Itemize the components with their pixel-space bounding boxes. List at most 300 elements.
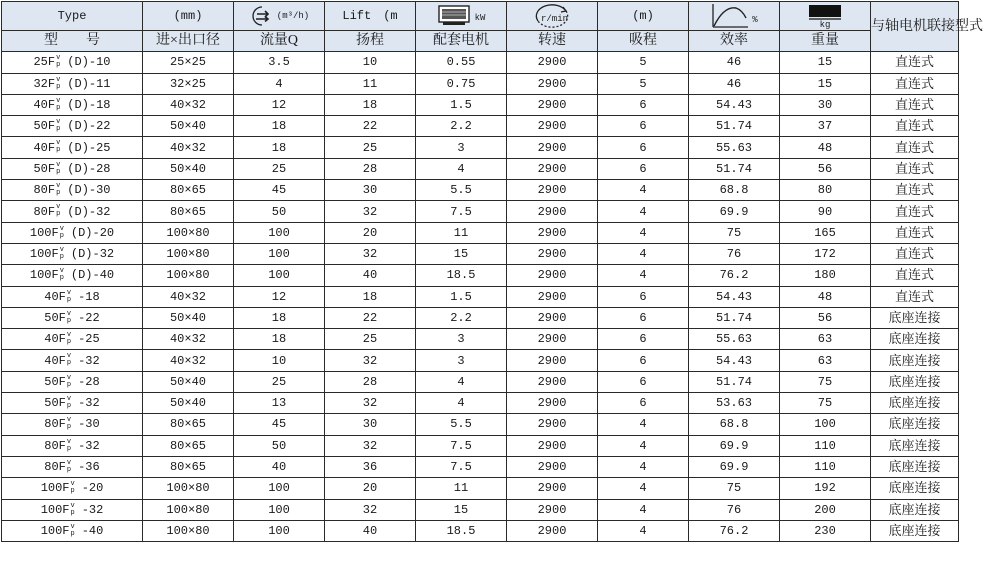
lift-cell: 18: [325, 94, 416, 115]
model-prefix: 100F: [40, 523, 70, 538]
table-row: [2, 478, 959, 499]
vp-suffix-mark: v p: [70, 522, 75, 538]
model-cell: [2, 499, 143, 520]
table-row: [2, 286, 959, 307]
speed-cell: 2900: [507, 201, 598, 222]
table-row: [2, 393, 959, 414]
model-suffix: (D)-40: [70, 268, 115, 283]
vp-suffix-mark: v p: [66, 309, 72, 325]
suction-cell: 4: [598, 435, 689, 456]
motor-cell: 7.5: [416, 456, 507, 477]
table-row: [2, 371, 959, 392]
size-cell: 100×80: [143, 243, 234, 264]
motor-unit: kW: [474, 13, 486, 23]
connection-cell: 直连式: [871, 180, 959, 201]
eff-cell: 76: [689, 499, 780, 520]
model-cell: [2, 222, 143, 243]
table-row: [2, 158, 959, 179]
lift-cell: 30: [325, 180, 416, 201]
header-flow-unit: [234, 2, 325, 31]
model-suffix: (D)-28: [67, 161, 111, 176]
model-prefix: 50F: [44, 396, 66, 411]
suction-cell: 5: [598, 52, 689, 73]
model-suffix: -36: [78, 460, 100, 475]
vp-suffix-mark: v p: [70, 480, 75, 496]
suction-cell: 5: [598, 73, 689, 94]
model-cell: [2, 329, 143, 350]
model-cell: [2, 94, 143, 115]
header-row-top: [2, 2, 959, 31]
eff-cell: 51.74: [689, 371, 780, 392]
lift-cell: 10: [325, 52, 416, 73]
model-prefix: 50F: [33, 119, 56, 134]
motor-cell: 7.5: [416, 201, 507, 222]
eff-cell: 51.74: [689, 116, 780, 137]
vp-suffix-mark: v p: [59, 245, 64, 261]
model-suffix: (D)-25: [67, 140, 111, 155]
model-cell: [2, 350, 143, 371]
eff-cell: 75: [689, 222, 780, 243]
eff-cell: 76.2: [689, 520, 780, 541]
eff-cell: 54.43: [689, 94, 780, 115]
suction-cell: 4: [598, 265, 689, 286]
weight-cell: 75: [780, 393, 871, 414]
lift-cell: 32: [325, 499, 416, 520]
table-row: [2, 435, 959, 456]
table-row: [2, 456, 959, 477]
flow-cell: 40: [234, 456, 325, 477]
weight-cell: 37: [780, 116, 871, 137]
vp-suffix-mark: v p: [66, 373, 72, 389]
connection-cell: 底座连接: [871, 350, 959, 371]
model-suffix: -30: [78, 417, 100, 432]
model-prefix: 25F: [33, 55, 56, 70]
eff-cell: 76: [689, 243, 780, 264]
flow-cell: 50: [234, 435, 325, 456]
suction-cell: 4: [598, 201, 689, 222]
model-suffix: (D)-30: [67, 183, 111, 198]
model-cell: [2, 243, 143, 264]
table-row: [2, 222, 959, 243]
lift-cell: 32: [325, 201, 416, 222]
suction-cell: 6: [598, 393, 689, 414]
model-prefix: 80F: [44, 438, 66, 453]
weight-icon: [808, 3, 842, 21]
flow-cell: 12: [234, 94, 325, 115]
speed-cell: 2900: [507, 116, 598, 137]
eff-cell: 46: [689, 73, 780, 94]
model-prefix: 50F: [44, 311, 66, 325]
connection-cell: 直连式: [871, 286, 959, 307]
flow-cell: 25: [234, 158, 325, 179]
vp-suffix-mark: v p: [66, 458, 72, 474]
speed-cell: 2900: [507, 243, 598, 264]
motor-cell: 3: [416, 329, 507, 350]
size-cell: 40×32: [143, 329, 234, 350]
model-prefix: 40F: [44, 332, 66, 347]
speed-cell: 2900: [507, 137, 598, 158]
motor-cell: 1.5: [416, 286, 507, 307]
header-model: 型 号: [2, 31, 143, 52]
flow-cell: 10: [234, 350, 325, 371]
flow-cell: 18: [234, 329, 325, 350]
flow-cell: 100: [234, 243, 325, 264]
suction-cell: 6: [598, 158, 689, 179]
model-prefix: 40F: [44, 353, 66, 368]
weight-cell: 30: [780, 94, 871, 115]
model-cell: [2, 307, 143, 328]
model-prefix: 40F: [44, 289, 66, 304]
flow-cell: 12: [234, 286, 325, 307]
motor-cell: 18.5: [416, 520, 507, 541]
vp-suffix-mark: v p: [56, 182, 61, 198]
eff-cell: 54.43: [689, 286, 780, 307]
weight-cell: 90: [780, 201, 871, 222]
motor-cell: 4: [416, 371, 507, 392]
model-prefix: 40F: [33, 140, 56, 155]
connection-cell: 直连式: [871, 158, 959, 179]
suction-cell: 4: [598, 180, 689, 201]
table-row: [2, 329, 959, 350]
motor-cell: 2.2: [416, 116, 507, 137]
header-suction-unit: (m): [598, 2, 689, 31]
model-cell: [2, 52, 143, 73]
lift-cell: 32: [325, 243, 416, 264]
flow-rate-icon: [249, 5, 275, 27]
lift-cell: 32: [325, 350, 416, 371]
table-row: [2, 265, 959, 286]
suction-cell: 6: [598, 329, 689, 350]
vp-suffix-mark: v p: [56, 118, 61, 134]
speed-cell: 2900: [507, 456, 598, 477]
vp-suffix-mark: v p: [70, 501, 75, 517]
eff-cell: 46: [689, 52, 780, 73]
motor-cell: 2.2: [416, 307, 507, 328]
speed-cell: 2900: [507, 158, 598, 179]
suction-cell: 4: [598, 222, 689, 243]
suction-cell: 6: [598, 286, 689, 307]
flow-cell: 18: [234, 137, 325, 158]
model-suffix: -22: [78, 311, 100, 325]
vp-suffix-mark: v p: [56, 54, 61, 70]
header-efficiency-unit: [689, 2, 780, 31]
flow-cell: 45: [234, 180, 325, 201]
size-cell: 32×25: [143, 73, 234, 94]
model-suffix: (D)-32: [70, 247, 115, 262]
model-cell: [2, 435, 143, 456]
model-suffix: (D)-18: [67, 98, 111, 113]
header-speed: 转速: [507, 31, 598, 52]
connection-cell: 底座连接: [871, 456, 959, 477]
weight-cell: 192: [780, 478, 871, 499]
flow-cell: 45: [234, 414, 325, 435]
eff-cell: 68.8: [689, 180, 780, 201]
table-row: [2, 414, 959, 435]
suction-cell: 4: [598, 478, 689, 499]
model-prefix: 100F: [40, 502, 70, 517]
model-prefix: 80F: [44, 460, 66, 475]
model-prefix: 100F: [29, 247, 59, 262]
size-cell: 100×80: [143, 478, 234, 499]
speed-cell: 2900: [507, 435, 598, 456]
header-row-bottom: [2, 31, 959, 52]
model-prefix: 100F: [29, 268, 59, 283]
connection-cell: 直连式: [871, 52, 959, 73]
size-cell: 80×65: [143, 456, 234, 477]
weight-cell: 48: [780, 286, 871, 307]
pump-spec-table: [1, 1, 983, 542]
vp-suffix-mark: v p: [56, 96, 61, 112]
model-cell: [2, 456, 143, 477]
model-cell: [2, 478, 143, 499]
weight-cell: 56: [780, 158, 871, 179]
flow-cell: 18: [234, 116, 325, 137]
vp-suffix-mark: v p: [56, 139, 61, 155]
connection-cell: 底座连接: [871, 307, 959, 328]
motor-cell: 3: [416, 137, 507, 158]
size-cell: 50×40: [143, 393, 234, 414]
flow-cell: 3.5: [234, 52, 325, 73]
lift-cell: 22: [325, 307, 416, 328]
suction-cell: 4: [598, 520, 689, 541]
eff-cell: 69.9: [689, 201, 780, 222]
weight-cell: 63: [780, 329, 871, 350]
header-size-unit: (mm): [143, 2, 234, 31]
model-prefix: 50F: [33, 161, 56, 176]
header-type: Type: [2, 2, 143, 31]
size-cell: 40×32: [143, 350, 234, 371]
connection-cell: 直连式: [871, 94, 959, 115]
table-row: [2, 350, 959, 371]
motor-cell: 15: [416, 499, 507, 520]
model-prefix: 100F: [29, 225, 59, 240]
header-suction: 吸程: [598, 31, 689, 52]
lift-cell: 32: [325, 393, 416, 414]
connection-cell: 底座连接: [871, 478, 959, 499]
flow-cell: 100: [234, 265, 325, 286]
vp-suffix-mark: v p: [56, 203, 61, 219]
flow-cell: 50: [234, 201, 325, 222]
speed-cell: 2900: [507, 180, 598, 201]
suction-cell: 6: [598, 307, 689, 328]
speed-cell: 2900: [507, 307, 598, 328]
motor-cell: 0.55: [416, 52, 507, 73]
lift-cell: 40: [325, 265, 416, 286]
size-cell: 80×65: [143, 435, 234, 456]
weight-cell: 172: [780, 243, 871, 264]
header-flow: 流量Q: [234, 31, 325, 52]
table-row: [2, 180, 959, 201]
weight-unit: kg: [819, 19, 831, 30]
weight-cell: 80: [780, 180, 871, 201]
model-suffix: (D)-20: [70, 225, 115, 240]
motor-cell: 11: [416, 222, 507, 243]
lift-cell: 20: [325, 478, 416, 499]
size-cell: 100×80: [143, 222, 234, 243]
header-head: 扬程: [325, 31, 416, 52]
table-body: [2, 52, 959, 542]
table-row: [2, 73, 959, 94]
model-prefix: 80F: [33, 204, 56, 219]
model-suffix: -32: [81, 502, 104, 517]
model-suffix: -20: [81, 481, 104, 496]
eff-cell: 55.63: [689, 137, 780, 158]
speed-cell: 2900: [507, 329, 598, 350]
model-suffix: (D)-10: [67, 55, 111, 70]
lift-cell: 32: [325, 435, 416, 456]
speed-cell: 2900: [507, 371, 598, 392]
model-cell: [2, 393, 143, 414]
model-cell: [2, 286, 143, 307]
size-cell: 80×65: [143, 414, 234, 435]
speed-cell: 2900: [507, 350, 598, 371]
size-cell: 25×25: [143, 52, 234, 73]
size-cell: 50×40: [143, 371, 234, 392]
connection-cell: 底座连接: [871, 520, 959, 541]
motor-cell: 4: [416, 393, 507, 414]
motor-cell: 3: [416, 350, 507, 371]
size-cell: 100×80: [143, 265, 234, 286]
flow-cell: 18: [234, 307, 325, 328]
eff-cell: 68.8: [689, 414, 780, 435]
motor-cell: 7.5: [416, 435, 507, 456]
motor-cell: 1.5: [416, 94, 507, 115]
weight-cell: 75: [780, 371, 871, 392]
connection-cell: 直连式: [871, 222, 959, 243]
header-connection-type: 与轴电机联接型式: [871, 2, 959, 52]
efficiency-unit: %: [752, 15, 758, 25]
model-cell: [2, 371, 143, 392]
flow-cell: 4: [234, 73, 325, 94]
model-cell: [2, 137, 143, 158]
speed-cell: 2900: [507, 52, 598, 73]
vp-suffix-mark: v p: [66, 437, 72, 453]
connection-cell: 直连式: [871, 243, 959, 264]
model-suffix: -32: [78, 396, 100, 411]
header-efficiency: 效率: [689, 31, 780, 52]
header-weight: 重量: [780, 31, 871, 52]
lift-cell: 40: [325, 520, 416, 541]
lift-cell: 22: [325, 116, 416, 137]
lift-cell: 20: [325, 222, 416, 243]
weight-cell: 56: [780, 307, 871, 328]
speed-cell: 2900: [507, 478, 598, 499]
suction-cell: 6: [598, 350, 689, 371]
suction-cell: 6: [598, 371, 689, 392]
model-prefix: 100F: [40, 481, 70, 496]
suction-cell: 4: [598, 456, 689, 477]
eff-cell: 53.63: [689, 393, 780, 414]
lift-cell: 28: [325, 371, 416, 392]
model-suffix: -25: [78, 332, 100, 347]
efficiency-curve-icon: [710, 2, 750, 30]
flow-cell: 100: [234, 222, 325, 243]
size-cell: 100×80: [143, 499, 234, 520]
table-header: [2, 2, 983, 52]
motor-cell: 4: [416, 158, 507, 179]
table-row: [2, 201, 959, 222]
header-motor-unit: [416, 2, 507, 31]
lift-cell: 11: [325, 73, 416, 94]
connection-cell: 直连式: [871, 265, 959, 286]
weight-cell: 48: [780, 137, 871, 158]
table-row: [2, 116, 959, 137]
eff-cell: 69.9: [689, 456, 780, 477]
speed-unit: r/min: [541, 14, 569, 24]
speed-cell: 2900: [507, 414, 598, 435]
header-weight-unit: [780, 2, 871, 31]
vp-suffix-mark: v p: [66, 395, 72, 411]
weight-cell: 230: [780, 520, 871, 541]
motor-cell: 0.75: [416, 73, 507, 94]
connection-cell: 直连式: [871, 137, 959, 158]
model-suffix: -18: [78, 289, 100, 304]
connection-cell: 底座连接: [871, 329, 959, 350]
weight-cell: 200: [780, 499, 871, 520]
vp-suffix-mark: v p: [56, 160, 61, 176]
model-prefix: 40F: [33, 98, 56, 113]
weight-cell: 15: [780, 73, 871, 94]
speed-cell: 2900: [507, 393, 598, 414]
lift-cell: 25: [325, 329, 416, 350]
weight-cell: 110: [780, 456, 871, 477]
eff-cell: 54.43: [689, 350, 780, 371]
model-cell: [2, 520, 143, 541]
vp-suffix-mark: v p: [66, 331, 72, 347]
flow-cell: 100: [234, 520, 325, 541]
eff-cell: 75: [689, 478, 780, 499]
suction-cell: 6: [598, 94, 689, 115]
header-inlet-outlet: 进×出口径: [143, 31, 234, 52]
table-row: [2, 243, 959, 264]
speed-cell: 2900: [507, 222, 598, 243]
vp-suffix-mark: v p: [66, 288, 72, 304]
table-row: [2, 52, 959, 73]
eff-cell: 76.2: [689, 265, 780, 286]
motor-cell: 11: [416, 478, 507, 499]
flow-unit: (m³/h): [276, 11, 310, 21]
connection-cell: 直连式: [871, 73, 959, 94]
table-row: [2, 94, 959, 115]
size-cell: 50×40: [143, 116, 234, 137]
model-cell: [2, 414, 143, 435]
lift-cell: 36: [325, 456, 416, 477]
connection-cell: 底座连接: [871, 499, 959, 520]
suction-cell: 4: [598, 499, 689, 520]
motor-cell: 15: [416, 243, 507, 264]
model-cell: [2, 158, 143, 179]
eff-cell: 51.74: [689, 158, 780, 179]
table-row: [2, 499, 959, 520]
connection-cell: 底座连接: [871, 435, 959, 456]
model-cell: [2, 116, 143, 137]
model-suffix: -28: [78, 374, 100, 389]
weight-cell: 15: [780, 52, 871, 73]
speed-cell: 2900: [507, 520, 598, 541]
size-cell: 100×80: [143, 520, 234, 541]
weight-cell: 180: [780, 265, 871, 286]
flow-cell: 100: [234, 478, 325, 499]
suction-cell: 4: [598, 243, 689, 264]
size-cell: 80×65: [143, 201, 234, 222]
vp-suffix-mark: v p: [66, 352, 72, 368]
eff-cell: 55.63: [689, 329, 780, 350]
model-cell: [2, 73, 143, 94]
motor-cell: 5.5: [416, 414, 507, 435]
header-lift: Lift (m: [325, 2, 416, 31]
weight-cell: 63: [780, 350, 871, 371]
eff-cell: 69.9: [689, 435, 780, 456]
